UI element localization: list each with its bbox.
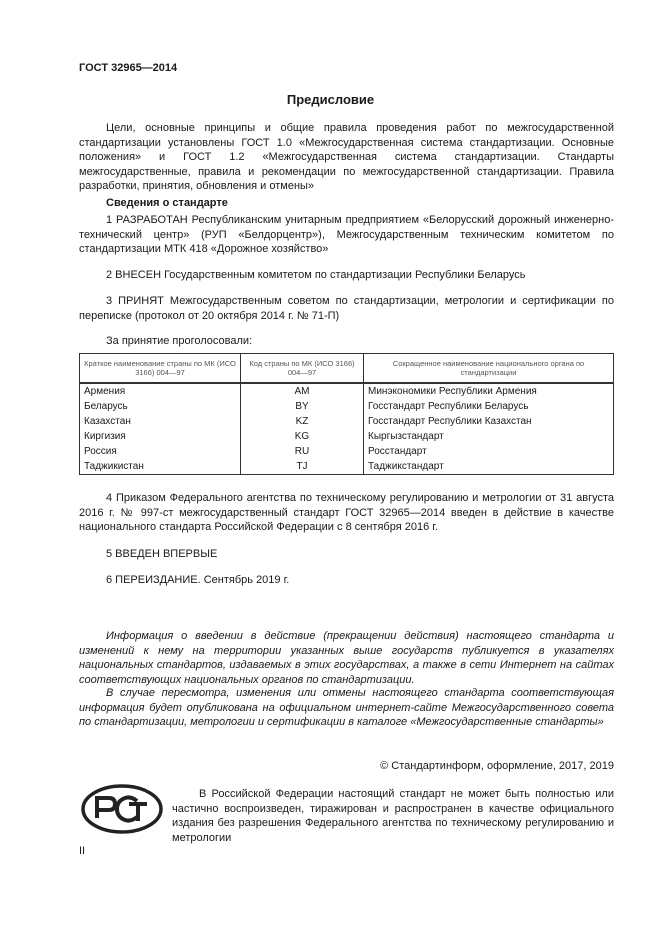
national-body: Госстандарт Республики Беларусь — [364, 399, 614, 414]
document-code: ГОСТ 32965—2014 — [79, 62, 178, 74]
national-body: Росстандарт — [364, 444, 614, 459]
intro-text: Цели, основные принципы и общие правила проведения работ по межгосударственной стандартизации установлены ГОСТ 1.0 «Межгосударственная система стандартизации. Основные положения» и ГОСТ 1.2 «Межгосударственная система стандартизации. Стандарты межгосударственные, правила и рекомендации по межгосударственной стандартизации. Правила разработки, принятия, обновления и отмены» — [79, 122, 614, 193]
rst-logo-icon — [81, 784, 163, 834]
page-number: II — [79, 845, 86, 857]
table-row — [80, 383, 614, 399]
header-national-body: Сокращенное наименование национального органа по стандартизации — [364, 354, 614, 384]
table-row — [80, 444, 614, 459]
country-name: Киргизия — [80, 429, 241, 444]
national-body: Кыргызстандарт — [364, 429, 614, 444]
vote-label: За принятие проголосовали: — [106, 335, 253, 347]
copyright-notice: © Стандартинформ, оформление, 2017, 2019 — [380, 760, 614, 772]
info-paragraph-2 — [79, 686, 614, 730]
country-code: TJ — [241, 459, 364, 475]
country-name: Беларусь — [80, 399, 241, 414]
country-code: BY — [241, 399, 364, 414]
table-row — [80, 399, 614, 414]
table-header-row — [80, 354, 614, 384]
national-body: Госстандарт Республики Казахстан — [364, 414, 614, 429]
item-2 — [79, 268, 614, 283]
country-code: KG — [241, 429, 364, 444]
country-name: Россия — [80, 444, 241, 459]
item-5-text: 5 ВВЕДЕН ВПЕРВЫЕ — [106, 548, 218, 560]
national-body: Таджикстандарт — [364, 459, 614, 475]
table-row — [80, 414, 614, 429]
table-row — [80, 429, 614, 444]
item-6-text: 6 ПЕРЕИЗДАНИЕ. Сентябрь 2019 г. — [106, 574, 290, 586]
country-code: KZ — [241, 414, 364, 429]
item-3-text: 3 ПРИНЯТ Межгосударственным советом по стандартизации, метрологии и сертификации по переписке (протокол от 20 октября 2014 г. № 71-П) — [79, 295, 614, 322]
header-country-code: Код страны по МК (ИСО 3166) 004—97 — [241, 354, 364, 384]
country-code: RU — [241, 444, 364, 459]
country-name: Казахстан — [80, 414, 241, 429]
item-1-text: 1 РАЗРАБОТАН Республиканским унитарным предприятием «Белорусский дорожный инженерно-технический центр» (РУП «Белдорцентр»), Межгосударственным техническим комитетом по стандартизации МТК 418 «Дорожное хозяйство» — [79, 214, 614, 256]
info-text-1: Информация о введении в действие (прекращении действия) настоящего стандарта и изменений к нему на территории указанных выше государств публикуется в указателях национальных стандартов, издаваемых в этих государствах, а также в сети Интернет на сайтах соответствующих национальных органов по стандартизации. — [79, 630, 614, 686]
countries-table — [79, 353, 614, 475]
item-3 — [79, 294, 614, 323]
info-paragraph-1 — [79, 629, 614, 687]
intro-paragraph — [79, 121, 614, 194]
country-code: AM — [241, 383, 364, 399]
page-title: Предисловие — [286, 92, 375, 107]
national-body: Минэкономики Республики Армения — [364, 383, 614, 399]
item-6 — [79, 573, 614, 588]
section-title: Сведения о стандарте — [106, 197, 228, 209]
item-1 — [79, 213, 614, 257]
country-name: Таджикистан — [80, 459, 241, 475]
item-5 — [79, 547, 614, 562]
header-country-name: Краткое наименование страны по МК (ИСО 3166) 004—97 — [80, 354, 241, 384]
ru-note-text: В Российской Федерации настоящий стандарт не может быть полностью или частично воспроизведен, тиражирован и распространен в качестве официального издания без разрешения Федерального агентства по техническому регулированию и метрологии — [172, 788, 614, 844]
item-2-text: 2 ВНЕСЕН Государственным комитетом по стандартизации Республики Беларусь — [106, 269, 526, 281]
table-row — [80, 459, 614, 475]
item-4 — [79, 491, 614, 535]
russian-federation-note — [172, 787, 614, 845]
item-4-text: 4 Приказом Федерального агентства по техническому регулированию и метрологии от 31 августа 2016 г. № 997-ст межгосударственный стандарт ГОСТ 32965—2014 введен в действие в качестве национального стандарта Российской Федерации с 8 сентября 2016 г. — [79, 492, 614, 534]
country-name: Армения — [80, 383, 241, 399]
info-text-2: В случае пересмотра, изменения или отмены настоящего стандарта соответствующая информация будет опубликована на официальном интернет-сайте Межгосударственного совета по стандартизации, метрологии и сертификации в каталоге «Межгосударственные стандарты» — [79, 687, 614, 729]
